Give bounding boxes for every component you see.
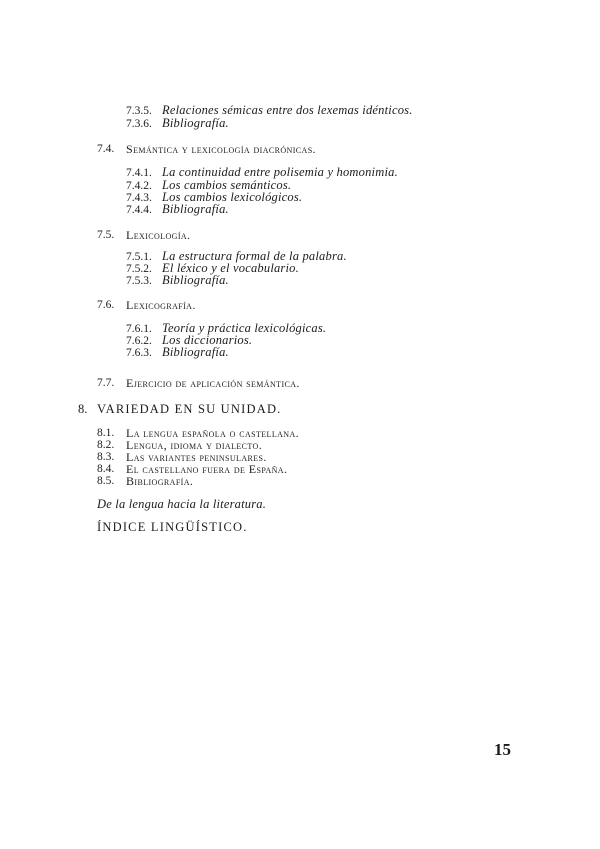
section-number: 8.4.	[97, 463, 115, 475]
entry-number: 7.5.2.	[126, 263, 152, 275]
section-title: Lexicología.	[126, 228, 191, 242]
entry-number: 7.3.5.	[126, 105, 152, 117]
entry-number: 7.4.1.	[126, 167, 152, 179]
section-title: Semántica y lexicología diacrónicas.	[126, 142, 316, 156]
entry-title: Bibliografía.	[162, 202, 229, 216]
indice-line: ÍNDICE LINGÜÍSTICO.	[97, 520, 248, 534]
section-title: La lengua española o castellana.	[126, 426, 300, 440]
entry-title: La estructura formal de la palabra.	[162, 249, 347, 263]
entry-title: Bibliografía.	[162, 345, 229, 359]
entry-number: 7.4.2.	[126, 180, 152, 192]
section-title: Bibliografía.	[126, 474, 194, 488]
entry-title: Los diccionarios.	[162, 333, 253, 347]
entry-number: 7.6.1.	[126, 323, 152, 335]
section-title: Ejercicio de aplicación semántica.	[126, 376, 300, 390]
section-title: Lexicografía.	[126, 298, 196, 312]
section-title: Las variantes peninsulares.	[126, 450, 267, 464]
entry-title: Relaciones sémicas entre dos lexemas idénticos.	[162, 103, 413, 117]
entry-title: La continuidad entre polisemia y homonimia.	[162, 165, 398, 179]
entry-number: 7.5.1.	[126, 251, 152, 263]
entry-number: 7.3.6.	[126, 118, 152, 130]
section-title: El castellano fuera de España.	[126, 462, 288, 476]
chapter-title: VARIEDAD EN SU UNIDAD.	[97, 402, 282, 416]
page-number: 15	[494, 740, 511, 759]
section-number: 7.4.	[97, 143, 115, 155]
entry-title: Los cambios lexicológicos.	[162, 190, 303, 204]
entry-title: Bibliografía.	[162, 116, 229, 130]
section-number: 7.5.	[97, 229, 115, 241]
section-number: 7.6.	[97, 299, 115, 311]
entry-title: Teoría y práctica lexicológicas.	[162, 321, 327, 335]
entry-number: 7.6.2.	[126, 335, 152, 347]
chapter-number: 8.	[78, 402, 88, 416]
section-title: Lengua, idioma y dialecto.	[126, 438, 263, 452]
section-number: 7.7.	[97, 377, 115, 389]
section-number: 8.5.	[97, 475, 115, 487]
section-number: 8.2.	[97, 439, 115, 451]
entry-title: Bibliografía.	[162, 273, 229, 287]
literatura-line: De la lengua hacia la literatura.	[97, 497, 267, 511]
entry-number: 7.5.3.	[126, 275, 152, 287]
section-number: 8.1.	[97, 427, 115, 439]
entry-title: Los cambios semánticos.	[162, 178, 292, 192]
section-number: 8.3.	[97, 451, 115, 463]
entry-number: 7.4.3.	[126, 192, 152, 204]
entry-number: 7.6.3.	[126, 347, 152, 359]
entry-title: El léxico y el vocabulario.	[162, 261, 299, 275]
entry-number: 7.4.4.	[126, 204, 152, 216]
